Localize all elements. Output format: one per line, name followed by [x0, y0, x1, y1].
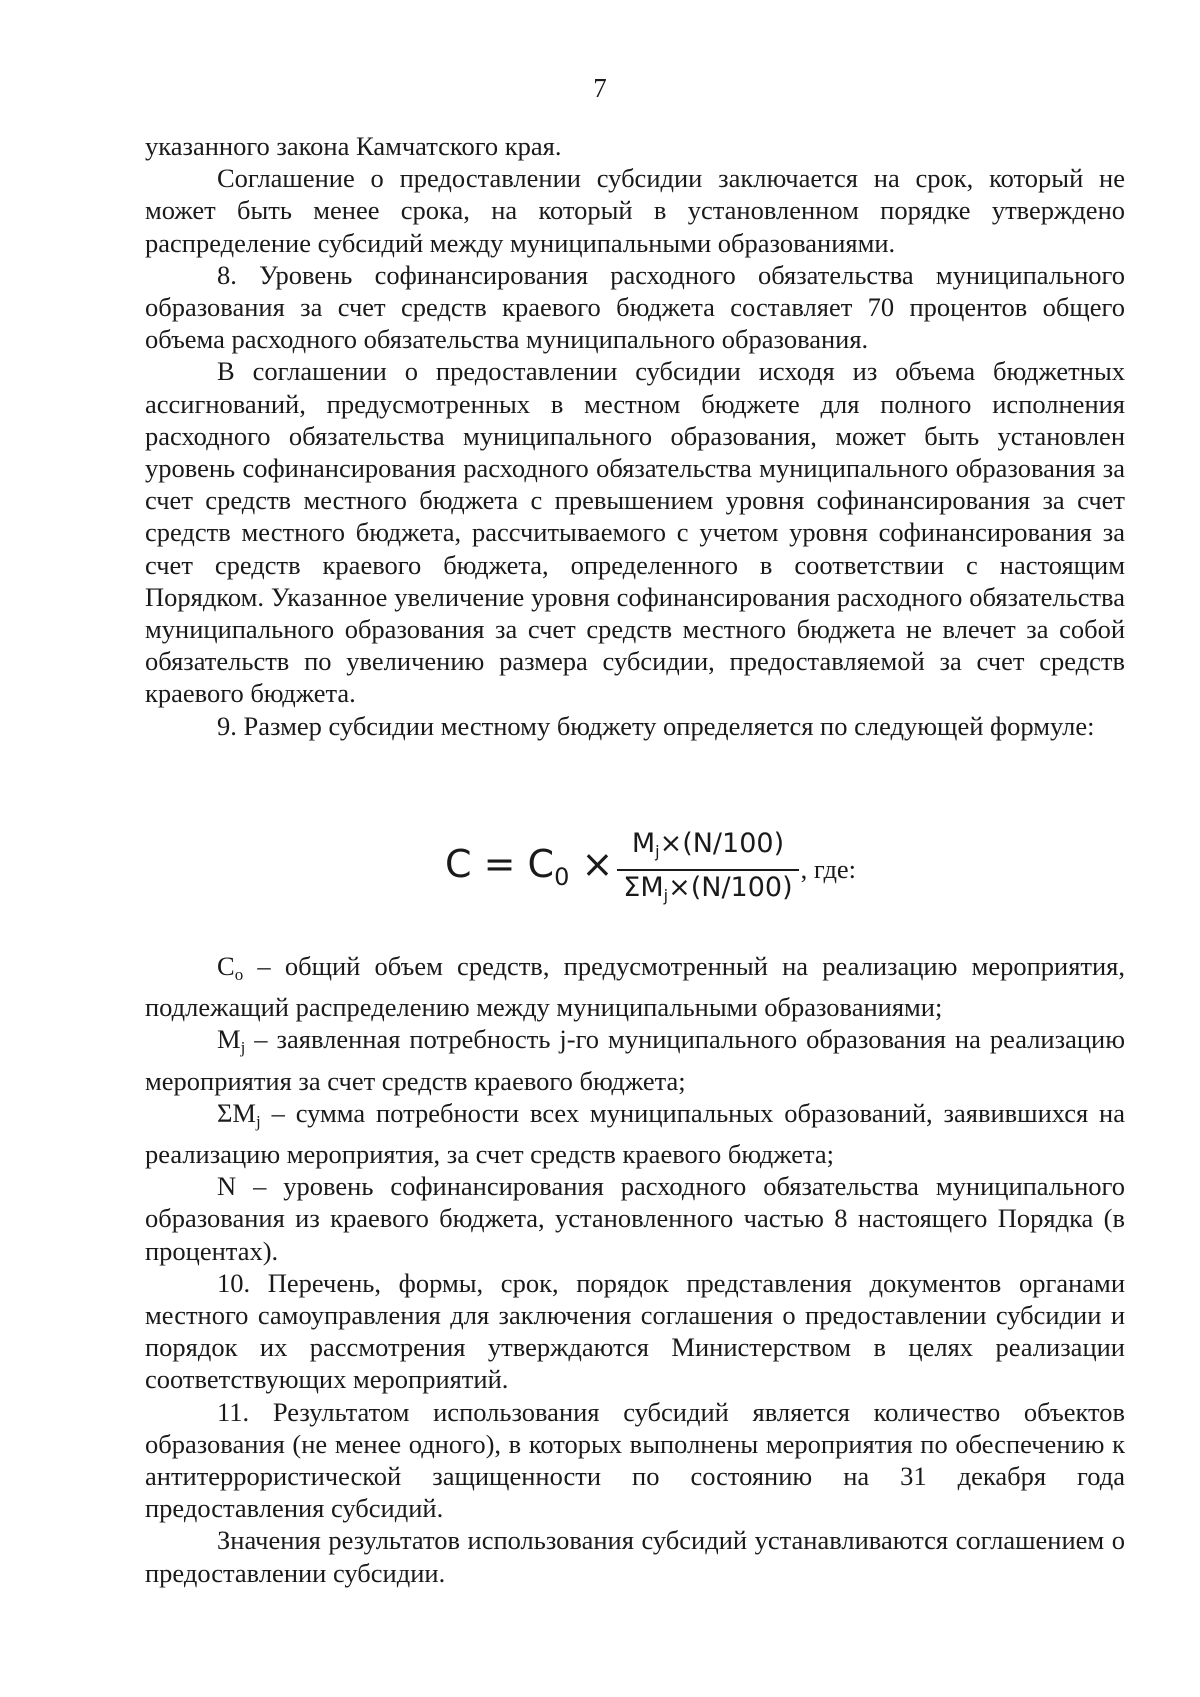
formula-denominator: $\Sigma M_j\times(N/100)$ [623, 872, 793, 905]
definition-c0: $C_o$ – общий объем средств, предусмотренный на реализацию мероприятия, подлежащий распределению между муниципальными образованиями; [145, 951, 1125, 1023]
paragraph: Значения результатов использования субсидий устанавливаются соглашением о предоставлении субсидии. [145, 1525, 1125, 1588]
body-text-bottom [145, 950, 1125, 1589]
body-text-top [145, 130, 1125, 742]
paragraph: В соглашении о предоставлении субсидии исходя из объема бюджетных ассигнований, предусмотренных в местном бюджете для полного исполнения расходного обязательства муниципального образования, может быть установлен уровень софинансирования расходного обязательства муниципального образования за счет средств местного бюджета с превышением уровня софинансирования за счет средств местного бюджета, рассчитываемого с учетом уровня софинансирования за счет средств краевого бюджета, определенного в соответствии с настоящим Порядком. Указанное увеличение уровня софинансирования расходного обязательства муниципального образования за счет средств местного бюджета не влечет за собой обязательств по увеличению размера субсидии, предоставляемой за счет средств краевого бюджета. [145, 356, 1125, 709]
definition-n: N – уровень софинансирования расходного обязательства муниципального образования из краевого бюджета, установленного частью 8 настоящего Порядка (в процентах). [145, 1171, 1125, 1266]
paragraph-clause-8: 8. Уровень софинансирования расходного обязательства муниципального образования за счет средств краевого бюджета составляет 70 процентов общего объема расходного обязательства муниципального образования. [145, 259, 1125, 355]
paragraph-clause-10: 10. Перечень, формы, срок, порядок представления документов органами местного самоуправления для заключения соглашения о предоставлении субсидии и порядок их рассмотрения утверждаются Министерством в целях реализации соответствующих мероприятий. [145, 1267, 1125, 1395]
paragraph-clause-11: 11. Результатом использования субсидий является количество объектов образования (не менее одного), в которых выполнены мероприятия по обеспечению к антитеррористической защищенности по состоянию на 31 декабря года предоставления субсидий. [145, 1396, 1125, 1524]
formula-tail: , где: [800, 853, 857, 884]
formula-fraction [617, 827, 798, 913]
definition-sum-mj: $\Sigma M_j$ – сумма потребности всех муниципальных образований, заявившихся на реализацию мероприятия, за счет средств краевого бюджета; [145, 1097, 1125, 1170]
formula-lhs: $C = C_0$ × [445, 841, 614, 891]
page-number: 7 [593, 73, 607, 103]
paragraph: указанного закона Камчатского края. [145, 131, 562, 161]
formula-numerator: $M_j\times(N/100)$ [631, 828, 785, 861]
definition-mj: $M_j$ – заявленная потребность j-го муниципального образования на реализацию мероприятия за счет средств краевого бюджета; [145, 1024, 1125, 1096]
paragraph: Соглашение о предоставлении субсидии заключается на срок, который не может быть менее срока, на который в установленном порядке утверждено распределение субсидий между муниципальными образованиями. [145, 163, 1125, 258]
subsidy-formula [445, 820, 965, 920]
paragraph-clause-9: 9. Размер субсидии местному бюджету определяется по следующей формуле: [217, 710, 1095, 741]
